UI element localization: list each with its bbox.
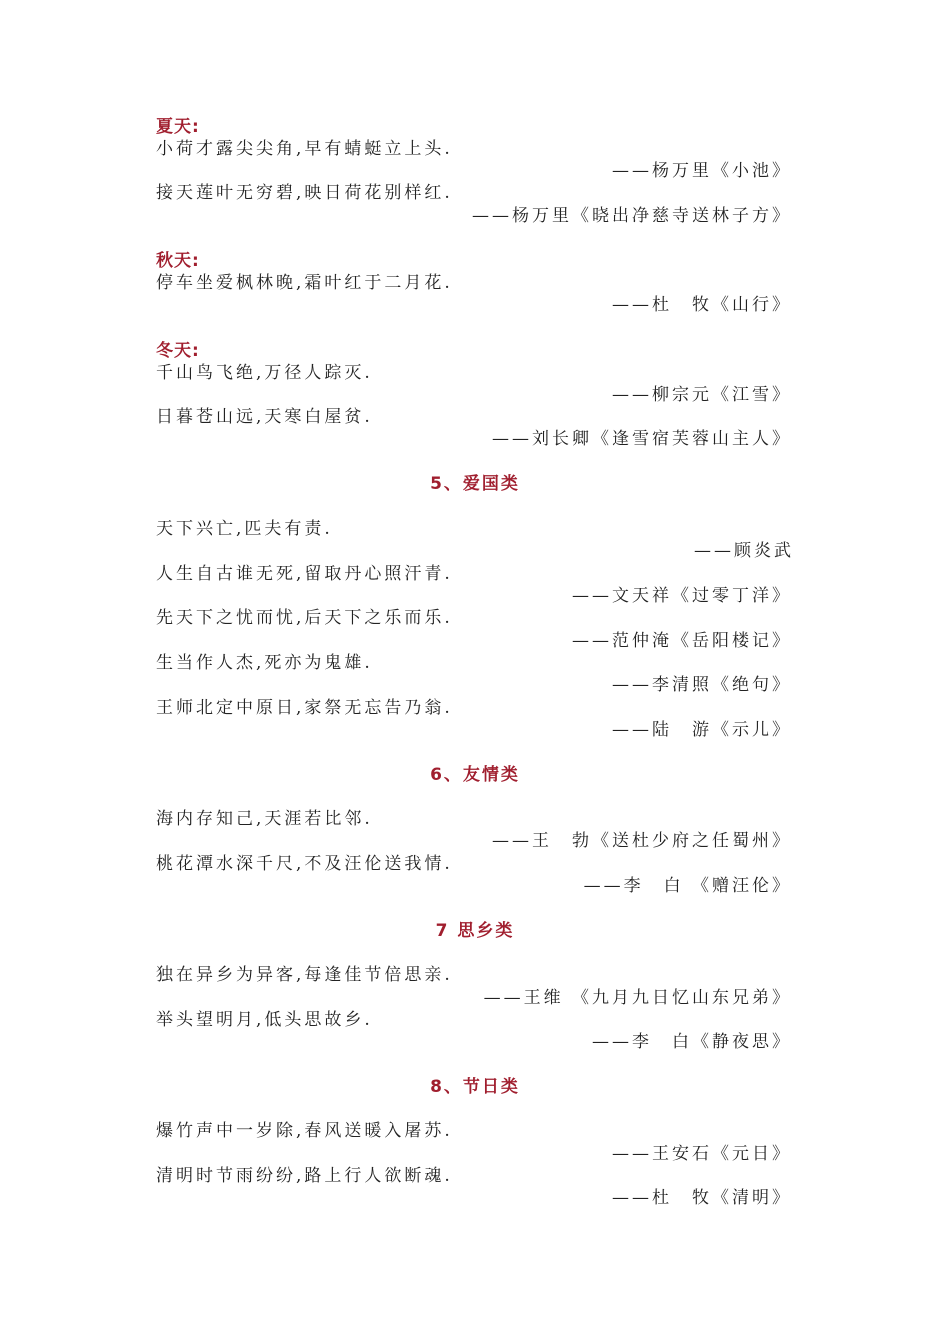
poem-attribution: ——杜 牧《山行》 — [612, 295, 792, 315]
poem-line: 人生自古谁无死,留取丹心照汗青. — [156, 564, 453, 584]
poem-attribution: ——李清照《绝句》 — [612, 675, 792, 695]
poem-line: 停车坐爱枫林晚,霜叶红于二月花. — [156, 273, 453, 293]
poem-line: 桃花潭水深千尺,不及汪伦送我情. — [156, 854, 453, 874]
poem-attribution: ——杨万里《晓出净慈寺送林子方》 — [472, 206, 792, 226]
category-title-patriotic: 5、爱国类 — [430, 474, 520, 494]
poem-line: 日暮苍山远,天寒白屋贫. — [156, 407, 373, 427]
poem-attribution: ——杜 牧《清明》 — [612, 1188, 792, 1208]
poem-attribution: ——李 白 《赠汪伦》 — [583, 876, 792, 896]
poem-line: 清明时节雨纷纷,路上行人欲断魂. — [156, 1166, 453, 1186]
poem-attribution: ——王维 《九月九日忆山东兄弟》 — [483, 988, 792, 1008]
poem-attribution: ——文天祥《过零丁洋》 — [572, 586, 792, 606]
poem-attribution: ——柳宗元《江雪》 — [612, 385, 792, 405]
poem-attribution: ——王 勃《送杜少府之任蜀州》 — [492, 831, 792, 851]
poem-line: 千山鸟飞绝,万径人踪灭. — [156, 363, 373, 383]
poem-line: 举头望明月,低头思故乡. — [156, 1010, 373, 1030]
season-heading-summer: 夏天: — [156, 117, 200, 137]
poem-line: 先天下之忧而忧,后天下之乐而乐. — [156, 608, 453, 628]
poem-line: 小荷才露尖尖角,早有蜻蜓立上头. — [156, 139, 453, 159]
category-title-friendship: 6、友情类 — [430, 765, 520, 785]
season-heading-autumn: 秋天: — [156, 251, 200, 271]
poem-line: 独在异乡为异客,每逢佳节倍思亲. — [156, 965, 453, 985]
poem-line: 王师北定中原日,家祭无忘告乃翁. — [156, 698, 453, 718]
poem-attribution: ——杨万里《小池》 — [612, 161, 792, 181]
poem-attribution: ——李 白《静夜思》 — [592, 1032, 792, 1052]
poem-attribution: ——陆 游《示儿》 — [612, 720, 792, 740]
poem-line: 接天莲叶无穷碧,映日荷花别样红. — [156, 183, 453, 203]
season-heading-winter: 冬天: — [156, 341, 200, 361]
poem-attribution: ——范仲淹《岳阳楼记》 — [572, 631, 792, 651]
poem-line: 天下兴亡,匹夫有责. — [156, 519, 333, 539]
poem-line: 生当作人杰,死亦为鬼雄. — [156, 653, 373, 673]
poem-attribution: ——王安石《元日》 — [612, 1144, 792, 1164]
category-title-festival: 8、节日类 — [430, 1077, 520, 1097]
category-title-homesick: 7 思乡类 — [435, 921, 515, 941]
poem-attribution: ——顾炎武 — [694, 541, 794, 561]
poem-line: 海内存知己,天涯若比邻. — [156, 809, 373, 829]
poem-attribution: ——刘长卿《逢雪宿芙蓉山主人》 — [492, 429, 792, 449]
poem-line: 爆竹声中一岁除,春风送暖入屠苏. — [156, 1121, 453, 1141]
